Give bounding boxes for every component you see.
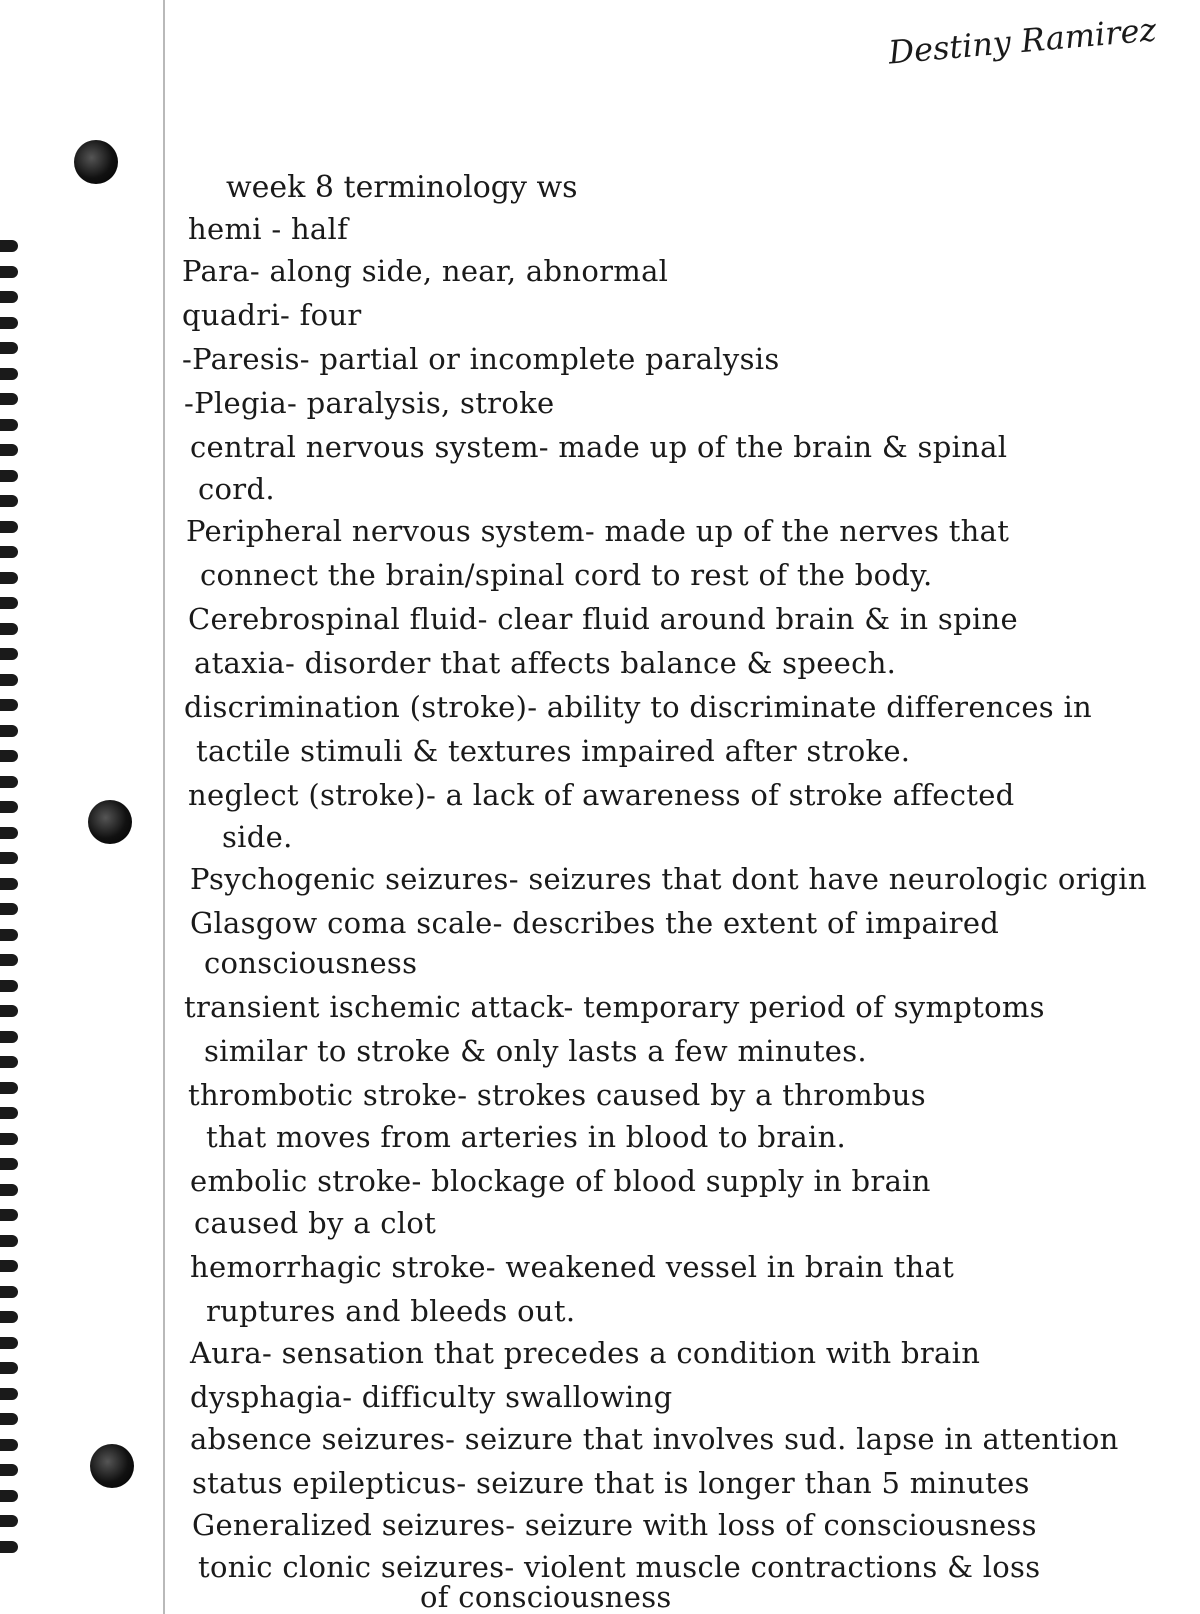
- note-line: of consciousness: [420, 1580, 672, 1614]
- punch-hole-middle: [88, 800, 132, 844]
- note-line: that moves from arteries in blood to brain.: [206, 1120, 847, 1154]
- note-line: embolic stroke- blockage of blood supply in brain: [190, 1164, 931, 1198]
- spiral-coil: [0, 1184, 18, 1196]
- note-line: tactile stimuli & textures impaired after stroke.: [196, 734, 911, 768]
- spiral-coil: [0, 1158, 18, 1170]
- spiral-coil: [0, 368, 18, 380]
- spiral-coil: [0, 776, 18, 788]
- spiral-coil: [0, 801, 18, 813]
- spiral-coil: [0, 699, 18, 711]
- spiral-coil: [0, 1209, 18, 1221]
- spiral-coil: [0, 393, 18, 405]
- spiral-coil: [0, 648, 18, 660]
- margin-line: [163, 0, 165, 1614]
- note-line: Cerebrospinal fluid- clear fluid around brain & in spine: [188, 602, 1018, 636]
- spiral-coil: [0, 674, 18, 686]
- spiral-coil: [0, 419, 18, 431]
- spiral-coil: [0, 1107, 18, 1119]
- note-line: similar to stroke & only lasts a few minutes.: [204, 1034, 867, 1068]
- spiral-coil: [0, 1031, 18, 1043]
- note-line: absence seizures- seizure that involves sud. lapse in attention: [190, 1422, 1119, 1456]
- spiral-coil: [0, 827, 18, 839]
- punch-hole-bottom: [90, 1444, 134, 1488]
- note-line: Psychogenic seizures- seizures that dont have neurologic origin: [190, 862, 1147, 896]
- note-line: hemi - half: [188, 212, 349, 246]
- spiral-coil: [0, 1413, 18, 1425]
- spiral-coil: [0, 597, 18, 609]
- note-line: discrimination (stroke)- ability to discriminate differences in: [184, 690, 1093, 724]
- note-line: hemorrhagic stroke- weakened vessel in brain that: [190, 1250, 955, 1284]
- spiral-coil: [0, 572, 18, 584]
- note-line: tonic clonic seizures- violent muscle contractions & loss: [198, 1550, 1041, 1584]
- note-line: Glasgow coma scale- describes the extent of impaired: [190, 906, 1000, 940]
- spiral-coil: [0, 291, 18, 303]
- punch-hole-top: [74, 140, 118, 184]
- worksheet-title: week 8 terminology ws: [226, 170, 578, 205]
- note-line: quadri- four: [182, 298, 362, 332]
- spiral-coil: [0, 521, 18, 533]
- spiral-coil: [0, 750, 18, 762]
- spiral-coil: [0, 878, 18, 890]
- spiral-coil: [0, 1464, 18, 1476]
- note-line: dysphagia- difficulty swallowing: [190, 1380, 673, 1414]
- spiral-coil: [0, 470, 18, 482]
- note-line: central nervous system- made up of the brain & spinal: [190, 430, 1008, 464]
- note-line: side.: [222, 820, 293, 854]
- spiral-coil: [0, 725, 18, 737]
- spiral-coil: [0, 1005, 18, 1017]
- spiral-coil: [0, 266, 18, 278]
- note-line: -Plegia- paralysis, stroke: [184, 386, 555, 420]
- spiral-coil: [0, 1260, 18, 1272]
- spiral-coil: [0, 1362, 18, 1374]
- spiral-coil: [0, 852, 18, 864]
- note-line: consciousness: [204, 946, 418, 980]
- note-line: ruptures and bleeds out.: [206, 1294, 576, 1328]
- spiral-coil: [0, 546, 18, 558]
- spiral-coil: [0, 1490, 18, 1502]
- note-line: transient ischemic attack- temporary period of symptoms: [184, 990, 1045, 1024]
- spiral-coil: [0, 1082, 18, 1094]
- spiral-coil: [0, 444, 18, 456]
- spiral-coil: [0, 929, 18, 941]
- spiral-coil: [0, 1388, 18, 1400]
- spiral-binding: [0, 240, 22, 1570]
- spiral-coil: [0, 1311, 18, 1323]
- spiral-coil: [0, 1286, 18, 1298]
- note-line: Generalized seizures- seizure with loss of consciousness: [192, 1508, 1037, 1542]
- note-line: Aura- sensation that precedes a condition with brain: [190, 1336, 981, 1370]
- note-line: neglect (stroke)- a lack of awareness of stroke affected: [188, 778, 1015, 812]
- spiral-coil: [0, 954, 18, 966]
- note-line: ataxia- disorder that affects balance & speech.: [194, 646, 897, 680]
- spiral-coil: [0, 1541, 18, 1553]
- spiral-coil: [0, 623, 18, 635]
- spiral-coil: [0, 1133, 18, 1145]
- spiral-coil: [0, 980, 18, 992]
- spiral-coil: [0, 1337, 18, 1349]
- spiral-coil: [0, 1439, 18, 1451]
- spiral-coil: [0, 342, 18, 354]
- spiral-coil: [0, 317, 18, 329]
- spiral-coil: [0, 1235, 18, 1247]
- spiral-coil: [0, 1515, 18, 1527]
- note-line: caused by a clot: [194, 1206, 437, 1240]
- author-name: Destiny Ramirez: [886, 10, 1158, 72]
- note-line: -Paresis- partial or incomplete paralysis: [182, 342, 780, 376]
- spiral-coil: [0, 495, 18, 507]
- note-line: Para- along side, near, abnormal: [182, 254, 669, 288]
- note-line: Peripheral nervous system- made up of the nerves that: [186, 514, 1010, 548]
- spiral-coil: [0, 1056, 18, 1068]
- note-line: status epilepticus- seizure that is longer than 5 minutes: [192, 1466, 1030, 1500]
- spiral-coil: [0, 240, 18, 252]
- note-line: thrombotic stroke- strokes caused by a thrombus: [188, 1078, 926, 1112]
- note-line: cord.: [198, 472, 275, 506]
- spiral-coil: [0, 903, 18, 915]
- note-line: connect the brain/spinal cord to rest of the body.: [200, 558, 933, 592]
